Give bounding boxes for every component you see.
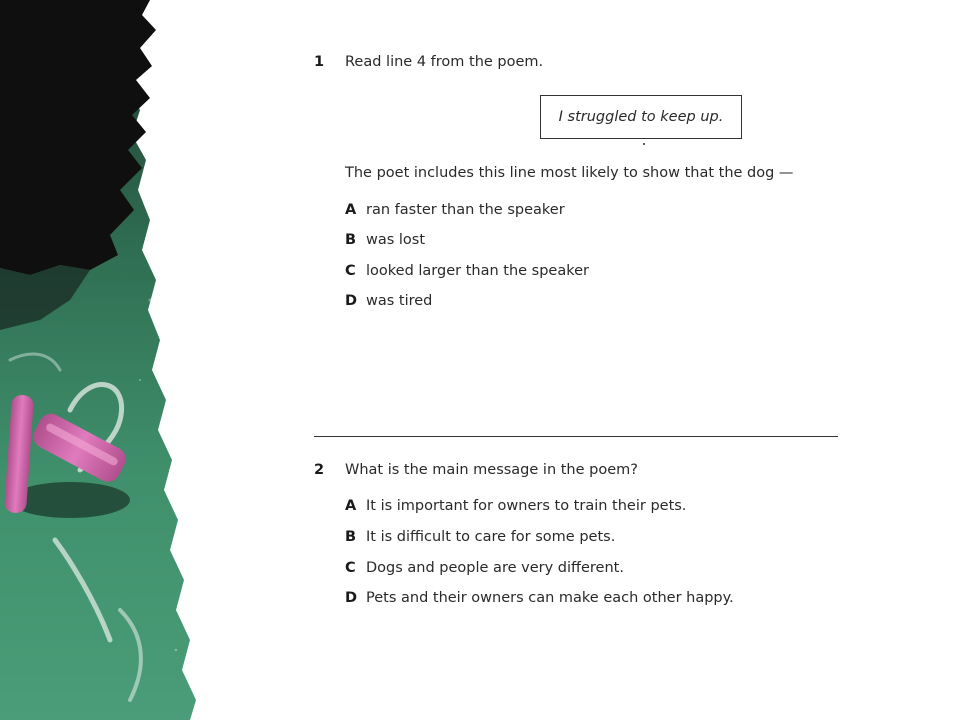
option-letter: D — [345, 293, 358, 309]
question-2-option-a[interactable] — [345, 498, 686, 514]
question-2-number: 2 — [314, 462, 325, 478]
option-text: ran faster than the speaker — [366, 202, 565, 218]
option-letter: C — [345, 263, 356, 279]
option-text: was tired — [366, 293, 433, 309]
option-letter: C — [345, 560, 356, 576]
option-letter: B — [345, 529, 357, 545]
option-letter: D — [345, 590, 358, 606]
option-text: Dogs and people are very different. — [366, 560, 624, 576]
option-text: was lost — [366, 232, 426, 248]
poem-quote-text: I struggled to keep up. — [558, 109, 724, 125]
option-text: It is difficult to care for some pets. — [366, 529, 616, 545]
question-2-prompt: What is the main message in the poem? — [345, 462, 638, 478]
chalkboard-decoration — [0, 0, 220, 720]
question-1-prompt: Read line 4 from the poem. — [345, 54, 544, 70]
option-text: It is important for owners to train their pets. — [366, 498, 687, 514]
option-text: Pets and their owners can make each other happy. — [366, 590, 734, 606]
question-1-option-c[interactable] — [345, 263, 589, 279]
question-2-option-b[interactable] — [345, 529, 615, 545]
question-1-stem: The poet includes this line most likely to show that the dog — — [345, 165, 794, 181]
question-2-option-c[interactable] — [345, 560, 624, 576]
option-letter: B — [345, 232, 357, 248]
option-text: looked larger than the speaker — [366, 263, 589, 279]
option-letter: A — [345, 202, 357, 218]
question-1-option-a[interactable] — [345, 202, 565, 218]
question-1-option-d[interactable] — [345, 293, 432, 309]
question-1-number: 1 — [314, 54, 325, 70]
question-1-option-b[interactable] — [345, 232, 425, 248]
question-2-option-d[interactable] — [345, 590, 734, 606]
quote-dot-mark — [643, 143, 645, 145]
poem-quote-box — [540, 95, 742, 139]
question-divider — [314, 436, 838, 437]
option-letter: A — [345, 498, 357, 514]
